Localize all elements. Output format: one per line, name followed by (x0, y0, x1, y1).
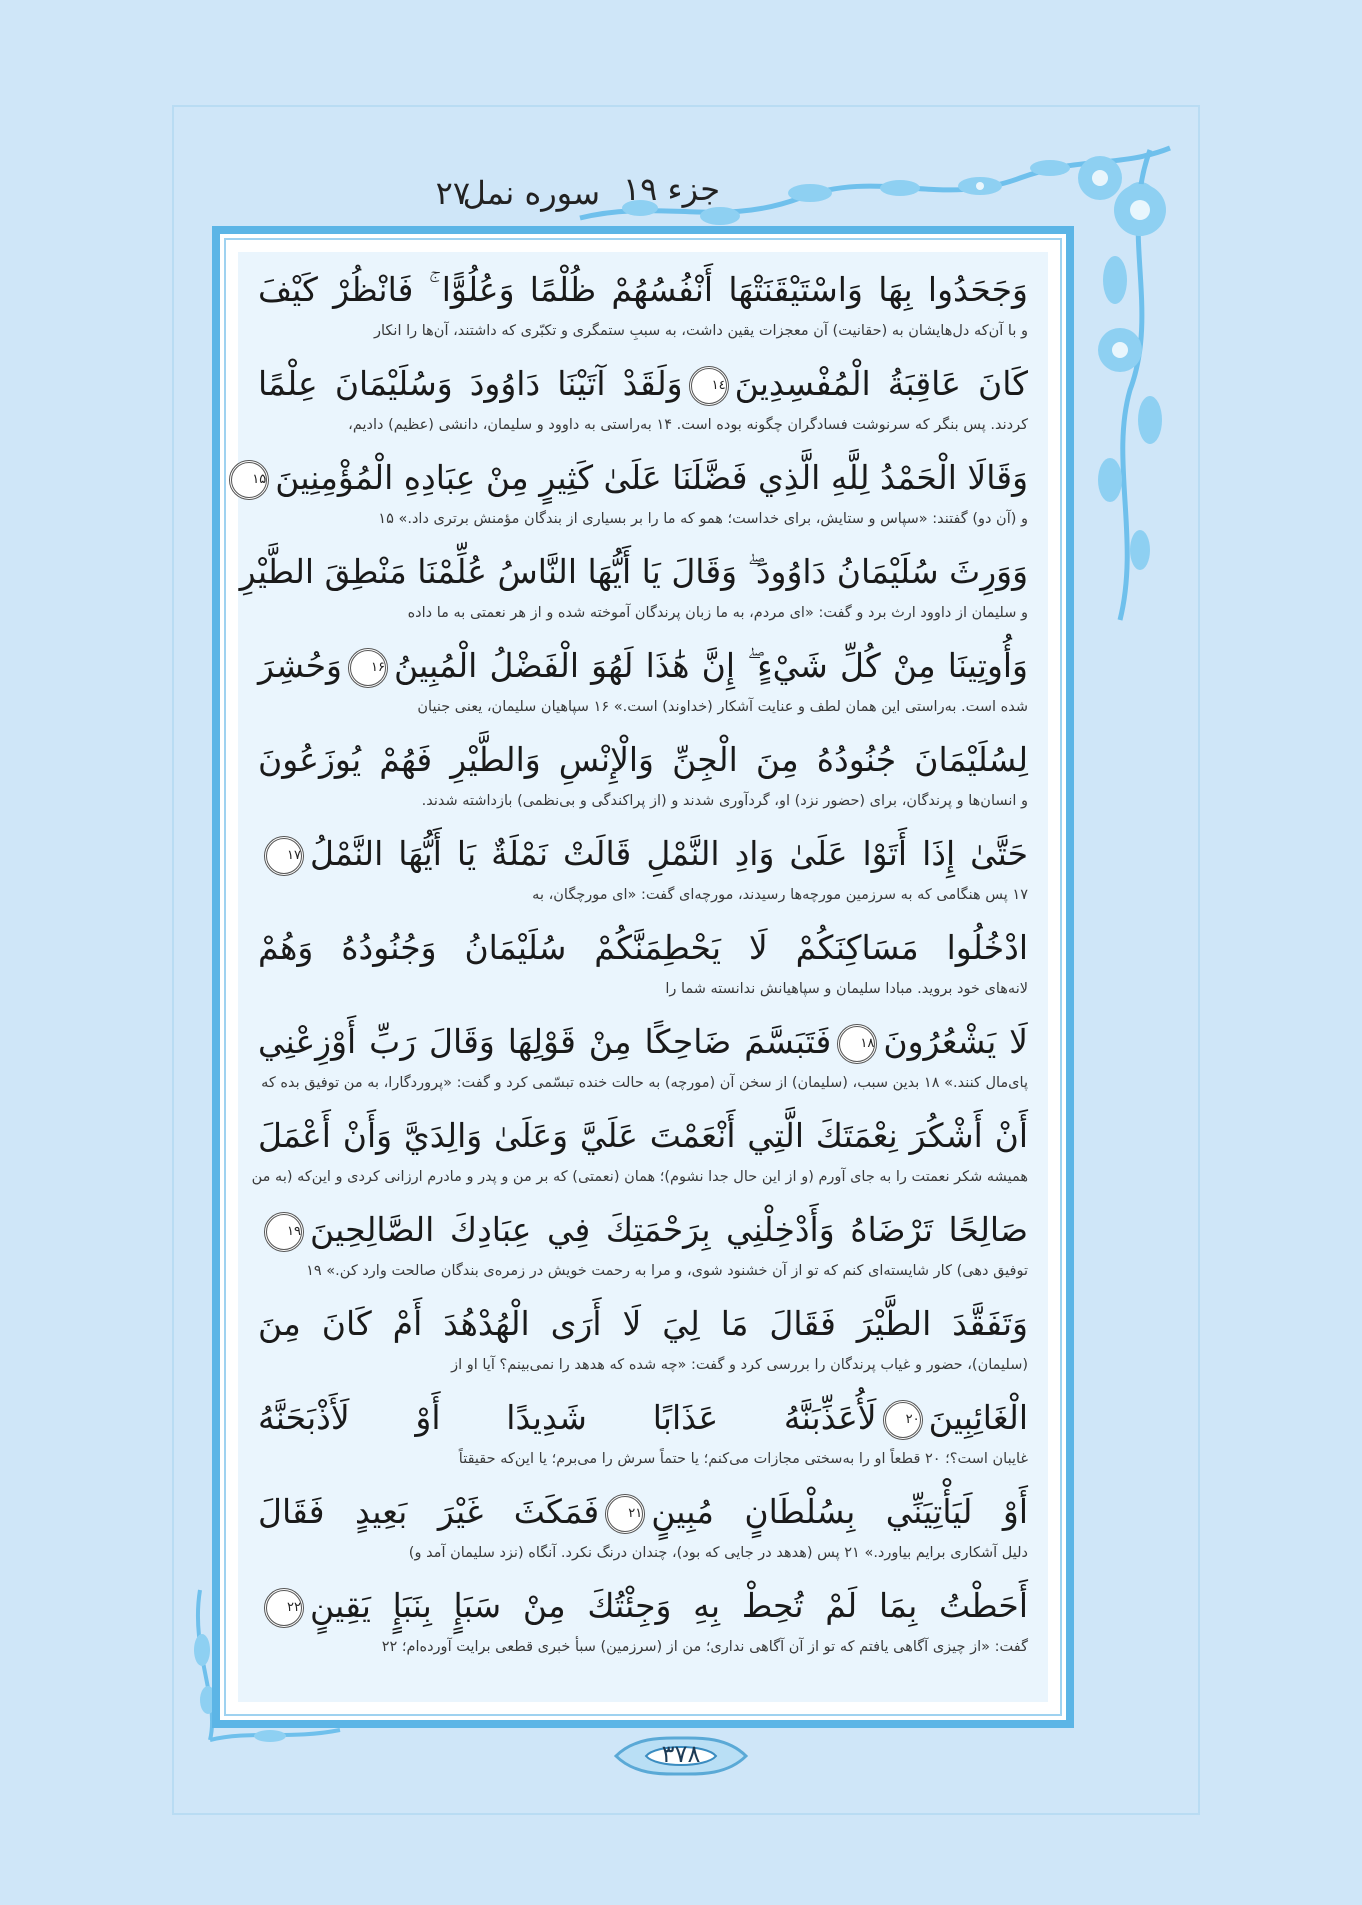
page-header (380, 160, 760, 220)
translation-text: گفت: «از چیزی آگاهی یافتم که تو از آن آگاهی نداری؛ من از (سرزمین) سبأ خبری قطعی برایت آورده‌ام؛ ٢٢ (381, 1639, 1028, 1655)
translation-text: و سلیمان از داوود ارث برد و گفت: «ای مردم، به ما زبان پرندگان آموخته شده و از هر نعمتی به ما داده (407, 605, 1028, 621)
verse-line (258, 826, 1028, 920)
surah-number: ٢٧ (435, 174, 470, 212)
translation-text: شده است. به‌راستی این همان لطف و عنایت آشکار (خداوند) است.» ١۶ سپاهیان سلیمان، یعنی جنیان (417, 699, 1028, 715)
translation-text: دلیل آشکاری برایم بیاورد.» ٢١ پس (هدهد در جایی که بود)، چندان درنگ نکرد. آنگاه (نزد سلیمان آمد و) (408, 1545, 1028, 1561)
verse-number-marker: ١٤ (689, 366, 729, 406)
arabic-text: لَأُعَذِّبَنَّهُ عَذَابًا شَدِيدًا أَوْ لَأَذْبَحَنَّهُ (258, 1398, 877, 1437)
verse-line (258, 1390, 1028, 1484)
verse-line (252, 450, 1028, 544)
verse-lines (239, 262, 1029, 1672)
verse-number-marker: ٢٢ (264, 1588, 304, 1628)
verse-line (258, 638, 1028, 732)
verse-number-marker: ١۶ (348, 648, 388, 688)
verse-number-marker: ١٩ (264, 1212, 304, 1252)
arabic-text: لِسُلَيْمَانَ جُنُودُهُ مِنَ الْجِنِّ وَالْإِنْسِ وَالطَّيْرِ فَهُمْ يُوزَعُونَ (258, 740, 1028, 779)
translation-text: غایبان است؟؛ ٢٠ قطعاً او را به‌سختی مجازات می‌کنم؛ یا حتماً سرش را می‌برم؛ یا این‌که حقیقتاً (458, 1451, 1028, 1467)
surah-name: سوره نمل (462, 174, 600, 212)
translation-text: (سلیمان)، حضور و غیاب پرندگان را بررسی کرد و گفت: «چه شده که هدهد را نمی‌بینم؟ آیا او از (451, 1357, 1028, 1373)
translation-text: لانه‌های خود بروید. مبادا سلیمان و سپاهیانش ندانسته شما را (665, 981, 1028, 997)
verse-line (258, 1202, 1028, 1296)
verse-line (258, 732, 1028, 826)
verse-number-marker: ٢١ (605, 1494, 645, 1534)
verse-number-marker: ٢٠ (883, 1400, 923, 1440)
arabic-text: أَحَطْتُ بِمَا لَمْ تُحِطْ بِهِ وَجِئْتُكَ مِنْ سَبَإٍ بِنَبَإٍ يَقِينٍ (310, 1586, 1028, 1625)
arabic-text: وَتَفَقَّدَ الطَّيْرَ فَقَالَ مَا لِيَ لَا أَرَى الْهُدْهُدَ أَمْ كَانَ مِنَ (258, 1304, 1028, 1343)
arabic-text: كَانَ عَاقِبَةُ الْمُفْسِدِينَ (734, 364, 1028, 403)
arabic-text: فَتَبَسَّمَ ضَاحِكًا مِنْ قَوْلِهَا وَقَالَ رَبِّ أَوْزِعْنِي (258, 1022, 832, 1061)
arabic-text: وَأُوتِينَا مِنْ كُلِّ شَيْءٍ ۖ إِنَّ هَٰذَا لَهُوَ الْفَضْلُ الْمُبِينُ (393, 646, 1028, 685)
arabic-text: وَوَرِثَ سُلَيْمَانُ دَاوُودَ ۖ وَقَالَ يَا أَيُّهَا النَّاسُ عُلِّمْنَا مَنْطِقَ الطَّيْرِ (239, 552, 1028, 591)
arabic-text: أَوْ لَيَأْتِيَنِّي بِسُلْطَانٍ مُبِينٍ (651, 1492, 1028, 1531)
verse-number-marker: ١٧ (264, 836, 304, 876)
translation-text: و (آن دو) گفتند: «سپاس و ستایش، برای خداست؛ همو که ما را بر بسیاری از بندگان مؤمنش برتری داد.» ١۵ (378, 511, 1028, 527)
verse-number-marker: ١٨ (837, 1024, 877, 1064)
arabic-text: وَلَقَدْ آتَيْنَا دَاوُودَ وَسُلَيْمَانَ عِلْمًا (258, 364, 683, 403)
verse-line (258, 1296, 1028, 1390)
translation-text: و با آن‌که دل‌هایشان به (حقانیت) آن معجزات یقین داشت، به سببِ ستمگری و تکبّری که داشتند، آن‌ها را انکار (373, 323, 1028, 339)
translation-text: کردند. پس بنگر که سرنوشت فسادگران چگونه بوده است. ١۴ به‌راستی به داوود و سلیمان، دانشی (عظیم) دادیم، (348, 417, 1028, 433)
arabic-text: وَجَحَدُوا بِهَا وَاسْتَيْقَنَتْهَا أَنْفُسُهُمْ ظُلْمًا وَعُلُوًّا ۚ فَانْظُرْ كَيْفَ (258, 270, 1028, 309)
translation-text: توفیق دهی) کار شایسته‌ای کنم که تو از آن خشنود شوی، و مرا به رحمت خویش در زمره‌ی بندگان صالحت وارد کن.» ١٩ (306, 1263, 1028, 1279)
translation-text: و انسان‌ها و پرندگان، برای (حضور نزد) او، گردآوری شدند و (از پراکندگی و بی‌نظمی) بازداشته شدند. (421, 793, 1028, 809)
verse-line (258, 1578, 1028, 1672)
translation-text: ١٧ پس هنگامی که به سرزمین مورچه‌ها رسیدند، مورچه‌ای گفت: «ای مورچگان، به (532, 887, 1028, 903)
page-number-badge (606, 1734, 756, 1778)
arabic-text: ادْخُلُوا مَسَاكِنَكُمْ لَا يَحْطِمَنَّكُمْ سُلَيْمَانُ وَجُنُودُهُ وَهُمْ (258, 928, 1028, 967)
arabic-text: فَمَكَثَ غَيْرَ بَعِيدٍ فَقَالَ (258, 1492, 600, 1531)
arabic-text: صَالِحًا تَرْضَاهُ وَأَدْخِلْنِي بِرَحْمَتِكَ فِي عِبَادِكَ الصَّالِحِينَ (310, 1210, 1028, 1249)
arabic-text: وَحُشِرَ (258, 646, 342, 685)
arabic-text: أَنْ أَشْكُرَ نِعْمَتَكَ الَّتِي أَنْعَمْتَ عَلَيَّ وَعَلَىٰ وَالِدَيَّ وَأَنْ أَعْمَلَ (258, 1116, 1028, 1155)
verse-line (239, 544, 1028, 638)
translation-text: پای‌مال کنند.» ١٨ بدین سبب، (سلیمان) از سخن آن (مورچه) به حالت خنده تبسّمی کرد و گفت: «پروردگارا، به من توفیق بده که (261, 1075, 1028, 1091)
verse-line (258, 356, 1028, 450)
verse-number-marker: ١۵ (229, 460, 269, 500)
verse-line (258, 262, 1028, 356)
verse-line (251, 1108, 1028, 1202)
arabic-text: وَقَالَا الْحَمْدُ لِلَّهِ الَّذِي فَضَّلَنَا عَلَىٰ كَثِيرٍ مِنْ عِبَادِهِ الْمُؤْمِنِينَ (275, 458, 1028, 497)
arabic-text: لَا يَشْعُرُونَ (883, 1022, 1029, 1061)
arabic-text: حَتَّىٰ إِذَا أَتَوْا عَلَىٰ وَادِ النَّمْلِ قَالَتْ نَمْلَةٌ يَا أَيُّهَا النَّمْلُ (310, 834, 1028, 873)
verse-line (258, 920, 1028, 1014)
verse-line (258, 1014, 1028, 1108)
floral-ornament-right-icon (1060, 150, 1180, 620)
verse-line (258, 1484, 1028, 1578)
arabic-text: الْغَائِبِينَ (928, 1398, 1028, 1437)
juz-label: جزء ١٩ (622, 170, 720, 208)
page-number: ٣٧٨ (661, 1740, 701, 1768)
translation-text: همیشه شکر نعمتت را به جای آورم (و از این حال جدا نشوم)؛ همان (نعمتی) که بر من و پدر و مادرم ارزانی کردی و این‌که (به من (251, 1169, 1028, 1185)
